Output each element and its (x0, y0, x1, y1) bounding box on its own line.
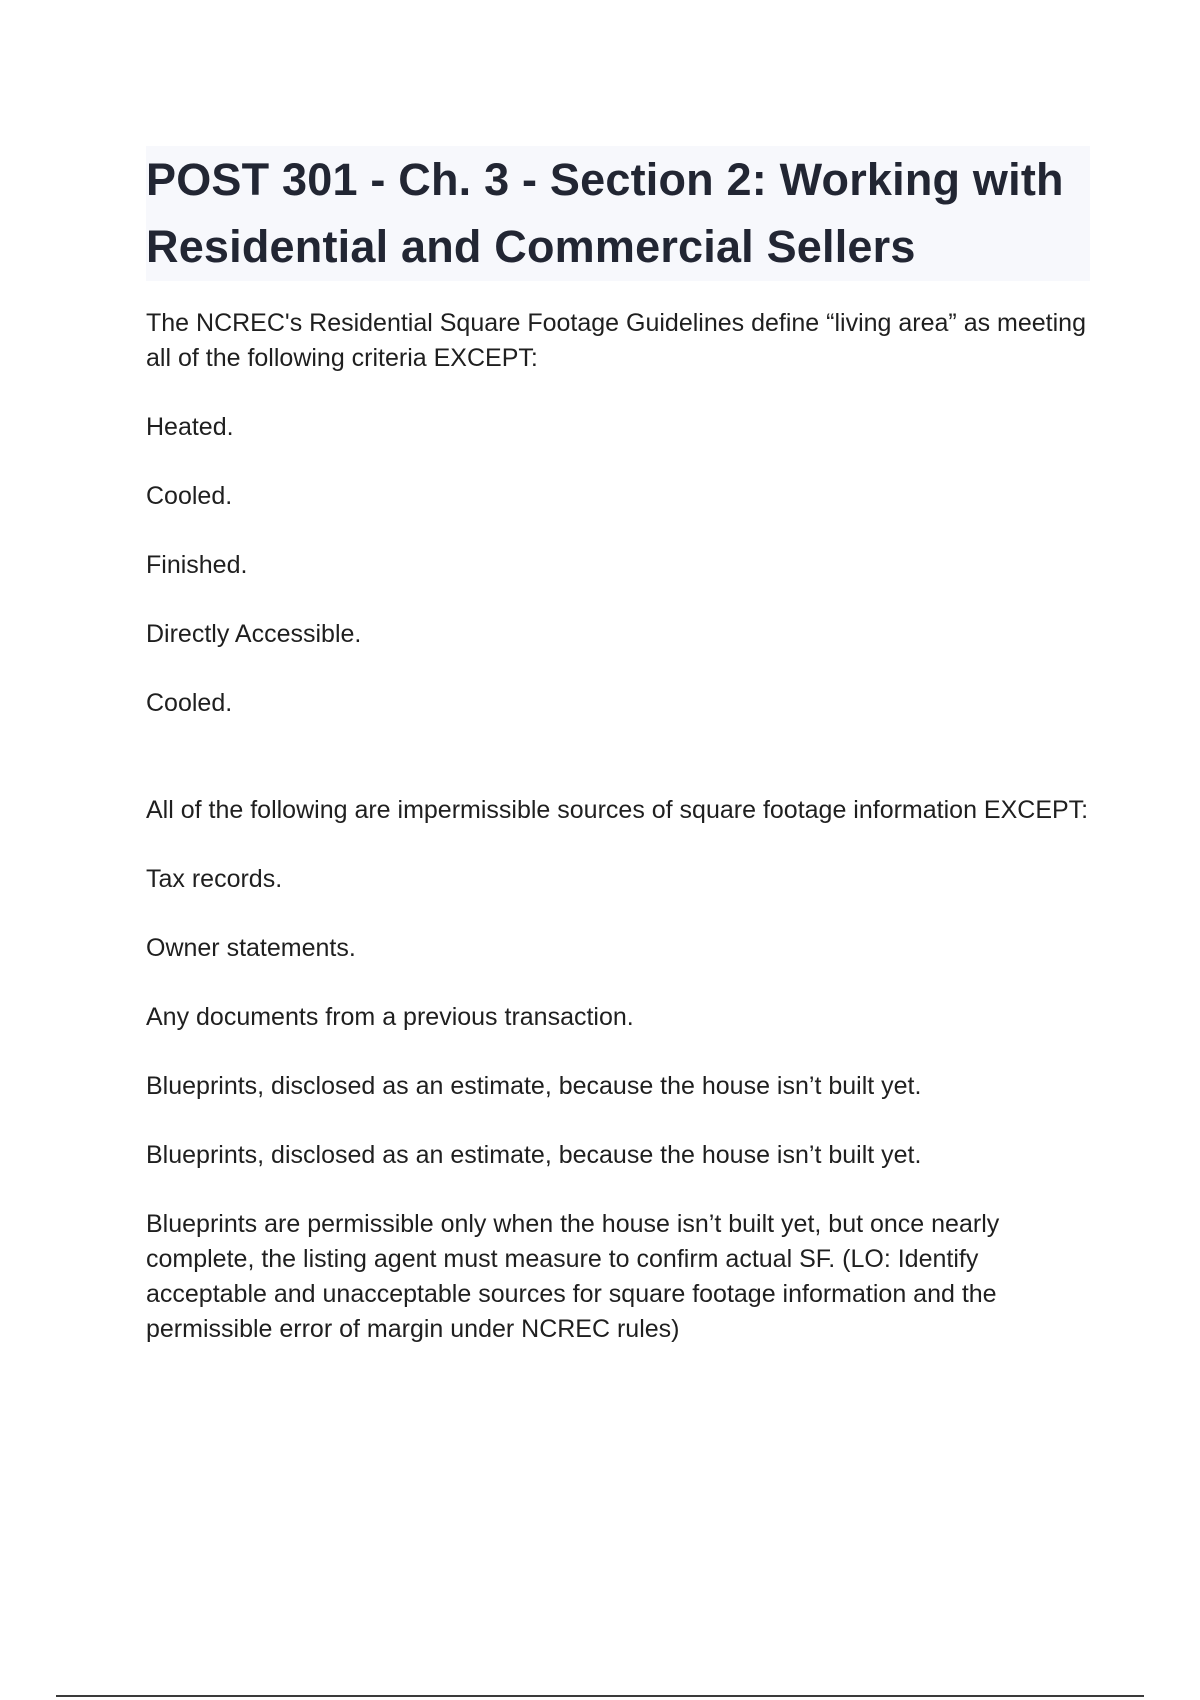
option-text: Tax records. (146, 865, 283, 893)
option-text: Any documents from a previous transaction. (146, 1003, 634, 1031)
question-text: The NCREC's Residential Square Footage Guidelines define “living area” as meeting all of the following criteria EXCEPT: (146, 309, 1086, 372)
document-content (146, 306, 1090, 1347)
option-text: Blueprints, disclosed as an estimate, because the house isn’t built yet. (146, 1072, 922, 1100)
option-text: Heated. (146, 413, 234, 441)
option-text: Owner statements. (146, 934, 356, 962)
option-text: Directly Accessible. (146, 620, 362, 648)
title-block (146, 146, 1090, 281)
option-text: Finished. (146, 551, 248, 579)
answer-text: Cooled. (146, 689, 233, 717)
explanation-text: Blueprints are permissible only when the house isn’t built yet, but once nearly complete, the listing agent must measure to confirm actual SF. (LO: Identify acceptable and unacceptable sources for square footage information and the permissible error of margin under NCREC rules) (146, 1210, 1000, 1343)
footer-divider (56, 1695, 1144, 1697)
question-separator (146, 755, 1090, 793)
question-text: All of the following are impermissible sources of square footage information EXCEPT: (146, 796, 1089, 824)
page-title: POST 301 - Ch. 3 - Section 2: Working with Residential and Commercial Sellers (146, 154, 1064, 272)
question-block-1 (146, 306, 1090, 721)
option-text: Cooled. (146, 482, 233, 510)
answer-text: Blueprints, disclosed as an estimate, because the house isn’t built yet. (146, 1141, 922, 1169)
question-block-2 (146, 793, 1090, 1347)
